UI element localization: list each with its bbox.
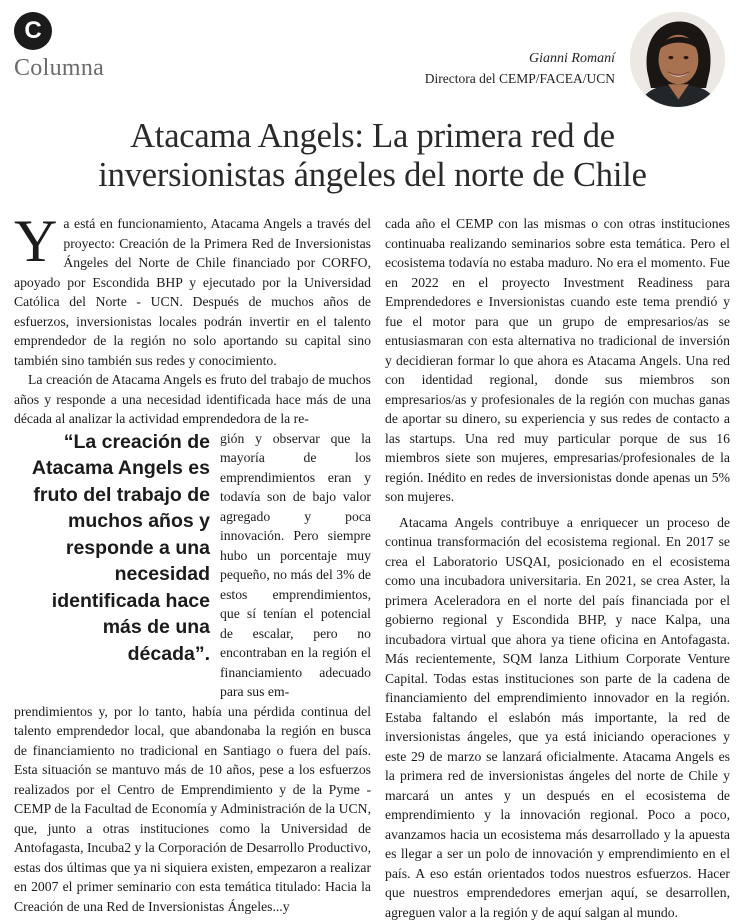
pullquote-wrap [14, 429, 371, 702]
headline [30, 117, 715, 195]
paragraph-3: cada año el CEMP con las mismas o con otras instituciones continuaba realizando seminarios sobre esta temática. Pero el ecosistema todavía no estaba maduro. No era el momento. Fue en 2022 en el proyecto Investment Readiness para Emprendedores e Inversionistas cuando este tema prendió y fue el motor para que un grupo de empresarios/as se entusiasmaran con esta alternativa no tradicional de inversión y decidieran formar lo que ahora es Atacama Angels. Una red con identidad regional, donde sus miembros son empresarios/as y profesionales de la región con muchas ganas de aportar su dinero, su experiencia y sus redes de contacto a las startups. Una red muy particular porque de sus 16 miembros siete son mujeres, empresarias/profesionales de la región. Inédito en redes de inversionistas donde apenas un 5% son mujeres. [385, 214, 730, 507]
author-portrait [630, 12, 725, 107]
article-column-left [14, 214, 371, 916]
section-label: Columna [14, 55, 104, 82]
headline-line-1: Atacama Angels: La primera red de [130, 117, 615, 155]
pull-quote: “La creación de Atacama Angels es fruto del trabajo de muchos años y responde a una necesidad identificada hace más de una década”. [24, 429, 210, 668]
paragraph-4: Atacama Angels contribuye a enriquecer un proceso de continua transformación del ecosistema regional. En 2017 se crea el Laboratorio USQAI, posicionado en el ecosistema como una incubadora universitaria. En 2021, se crea Aster, la primera Aceleradora en el norte del país financiada por el gobierno regional y Escondida BHP, y nace Kalpa, una incubadora virtual que ahora ya tiene oficina en Antofagasta. Más recientemente, SQM lanza Lithium Corporate Venture Capital. Todas estas instituciones son parte de la cadena de financiamiento del emprendimiento innovador en la región. Estaba faltando el eslabón más importante, la red de inversionistas ángeles, que ya está iniciando operaciones y este 29 de marzo se lanzará oficialmente. Atacama Angels es la primera red de inversionistas ángeles del norte de Chile y marcará un antes y un después en el ecosistema de emprendimiento y la innovación regional. Poco a poco, avanzamos hacia un ecosistema más desarrollado y la apuesta es llegar a ser un polo de innovación y emprendimiento en el país. A eso están orientados todos nuestros esfuerzos. Hacer que nuestros emprendedores emerjan aquí, se desarrollen, agreguen valor a la región y de aquí salgan al mundo. [385, 513, 730, 922]
paragraph-2-narrow-text: gión y observar que la mayoría de los emprendimientos eran y todavía son de bajo valor agregado y poca innovación. Pero siempre hubo un porcentaje muy pequeño, no más del 3% de estos emprendimientos, que sí tenían el potencial de escalar, pero no encontraban en la región el financiamiento adecuado para sus em- [220, 429, 371, 702]
portrait-illustration [630, 12, 725, 107]
paragraph-2-start: La creación de Atacama Angels es fruto del trabajo de muchos años y responde a una necesidad identificada hace más de una década al analizar la actividad emprendedora de la re- [14, 370, 371, 429]
paragraph-2-narrow [220, 429, 371, 702]
author-name: Gianni Romaní [529, 51, 615, 67]
author-role: Directora del CEMP/FACEA/UCN [425, 71, 615, 87]
paragraph-1 [14, 214, 371, 370]
article-column-right [385, 214, 730, 922]
paragraph-2-end: prendimientos y, por lo tanto, había una pérdida continua del talento emprendedor local, que abandonaba la región en busca de financiamiento no tradicional en Santiago o fuera del país. Esta situación se mantuvo más de 10 años, pese a los esfuerzos realizados por el Centro de Emprendimiento y de la Pyme - CEMP de la Facultad de Economía y Administración de la UCN, que, junto a otras instituciones como la Universidad de Antofagasta, Incuba2 y la Corporación de Desarrollo Productivo, estas dos últimas que ya ni siquiera existen, empezaron a realizar en 2007 el primer seminario con esta temática titulado: Hacia la Creación de una Red de Inversionistas Ángeles...y [14, 702, 371, 917]
drop-cap: Y [14, 216, 57, 268]
paragraph-1-text: a está en funcionamiento, Atacama Angels a través del proyecto: Creación de la Primera Red de Inversionistas Ángeles del Norte de Chile financiado por CORFO, apoyado por Escondida BHP y ejecutado por la Universidad Católica del Norte - UCN. Después de muchos años de esfuerzos, inversionistas locales podrán invertir en el talento emprendedor de la región no solo aportando su capital sino también sino también sus redes y conocimiento. [14, 216, 371, 368]
column-badge-letter: C [24, 17, 41, 45]
headline-line-2: inversionistas ángeles del norte de Chile [98, 156, 646, 194]
column-badge [14, 12, 52, 50]
